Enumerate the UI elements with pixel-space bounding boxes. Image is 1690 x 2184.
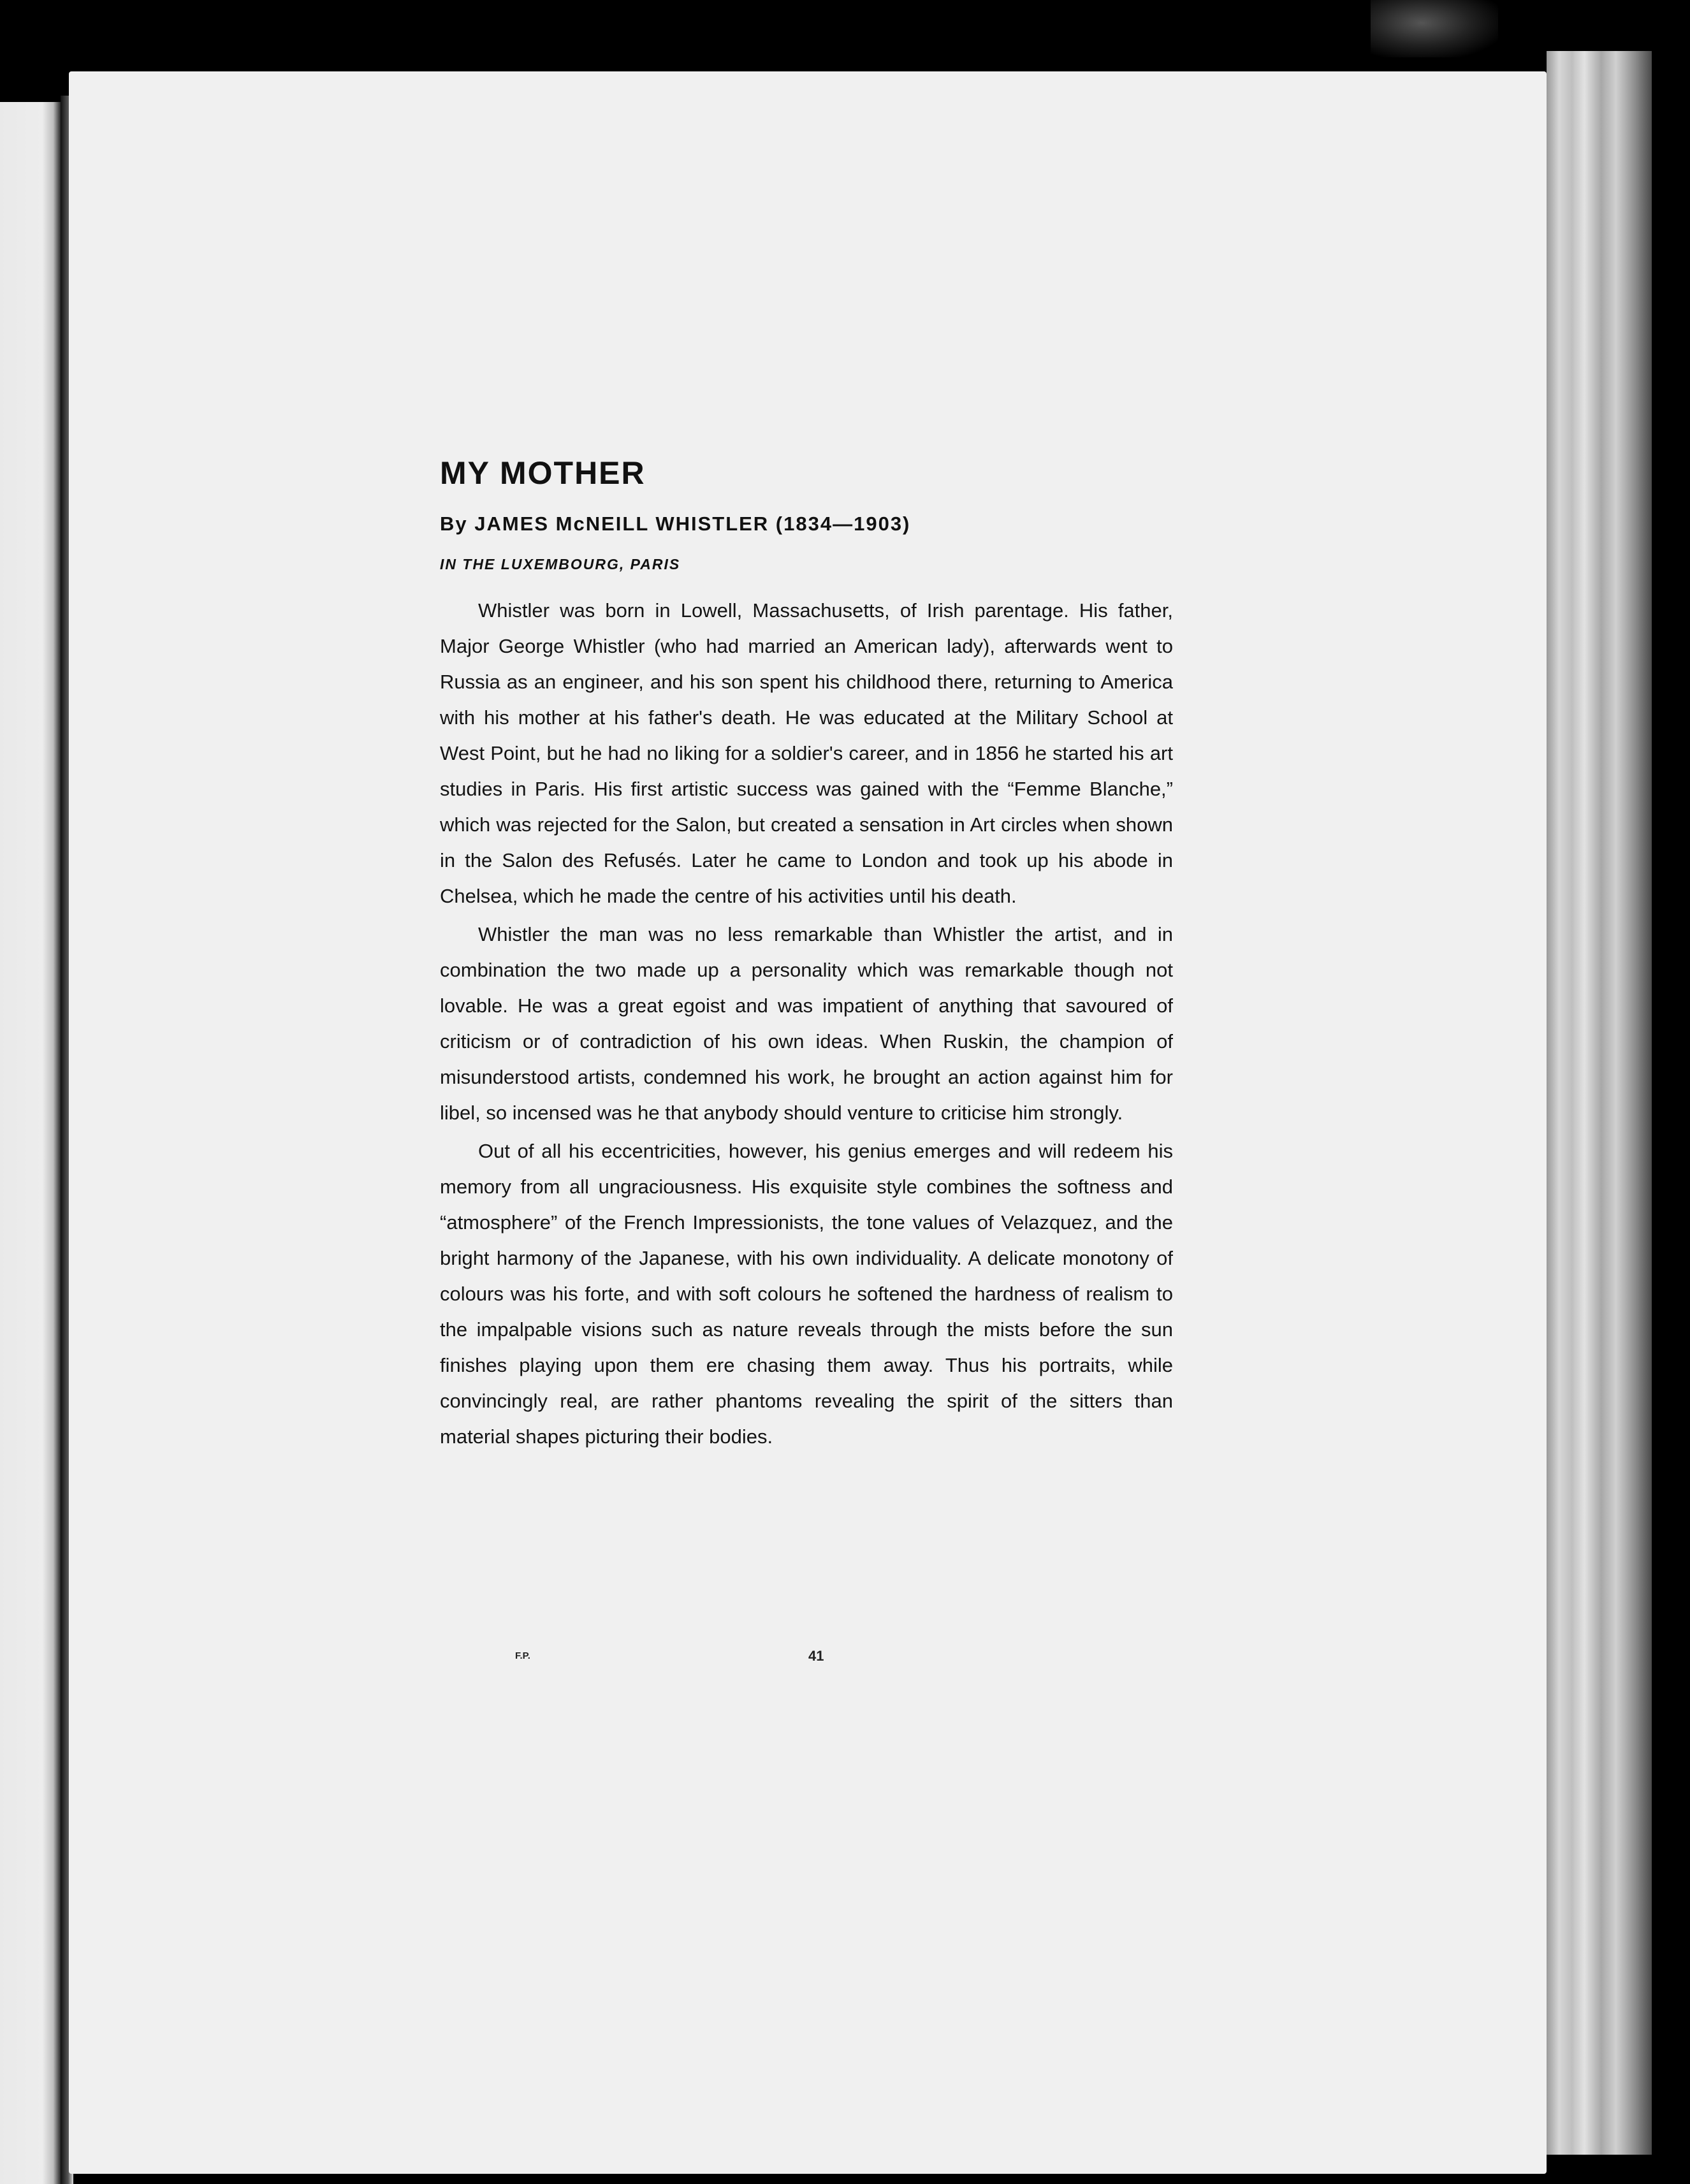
artwork-location: IN THE LUXEMBOURG, PARIS (440, 556, 681, 572)
scan-artifact (1371, 0, 1498, 57)
author-initials: F.P. (515, 1650, 530, 1661)
article-body (440, 593, 1173, 1455)
right-page-stack (1547, 51, 1652, 2155)
paragraph-2: Whistler the man was no less remarkable than Whistler the artist, and in combination the two made up a personality which was remarkable though not lovable. He was a great egoist and was impatient of anything that savoured of criticism or of contradiction of his own ideas. When Ruskin, the champion of misunderstood artists, condemned his work, he brought an action against him for libel, so incensed was he that anybody should venture to criticise him strongly. (440, 923, 1173, 1124)
paragraph-3: Out of all his eccentricities, however, his genius emerges and will redeem his memory from all ungraciousness. His exquisite style combines the softness and “atmosphere” of the French Impressionists, the tone values of Velazquez, and the bright harmony of the Japanese, with his own individuality. A delicate monotony of colours was his forte, and with soft colours he softened the hardness of realism to the impalpable visions such as nature reveals through the mists before the sun finishes playing upon them ere chasing them away. Thus his portraits, while convincingly real, are rather phantoms revealing the spirit of the sitters than material shapes picturing their bodies. (440, 1140, 1173, 1448)
page-number: 41 (808, 1648, 824, 1664)
article-byline: By JAMES McNEILL WHISTLER (1834—1903) (440, 513, 911, 535)
paragraph-1: Whistler was born in Lowell, Massachusetts, of Irish parentage. His father, Major George Whistler (who had married an American lady), afterwards went to Russia as an engineer, and his son spent his childhood there, returning to America with his mother at his father's death. He was educated at the Military School at West Point, but he had no liking for a soldier's career, and in 1856 he started his art studies in Paris. His first artistic success was gained with the “Femme Blanche,” which was rejected for the Salon, but created a sensation in Art circles when shown in the Salon des Refusés. Later he came to London and took up his abode in Chelsea, which he made the centre of his activities until his death. (440, 599, 1173, 907)
left-page-edge (0, 102, 61, 2184)
article (440, 454, 1173, 1455)
article-title: MY MOTHER (440, 455, 646, 491)
